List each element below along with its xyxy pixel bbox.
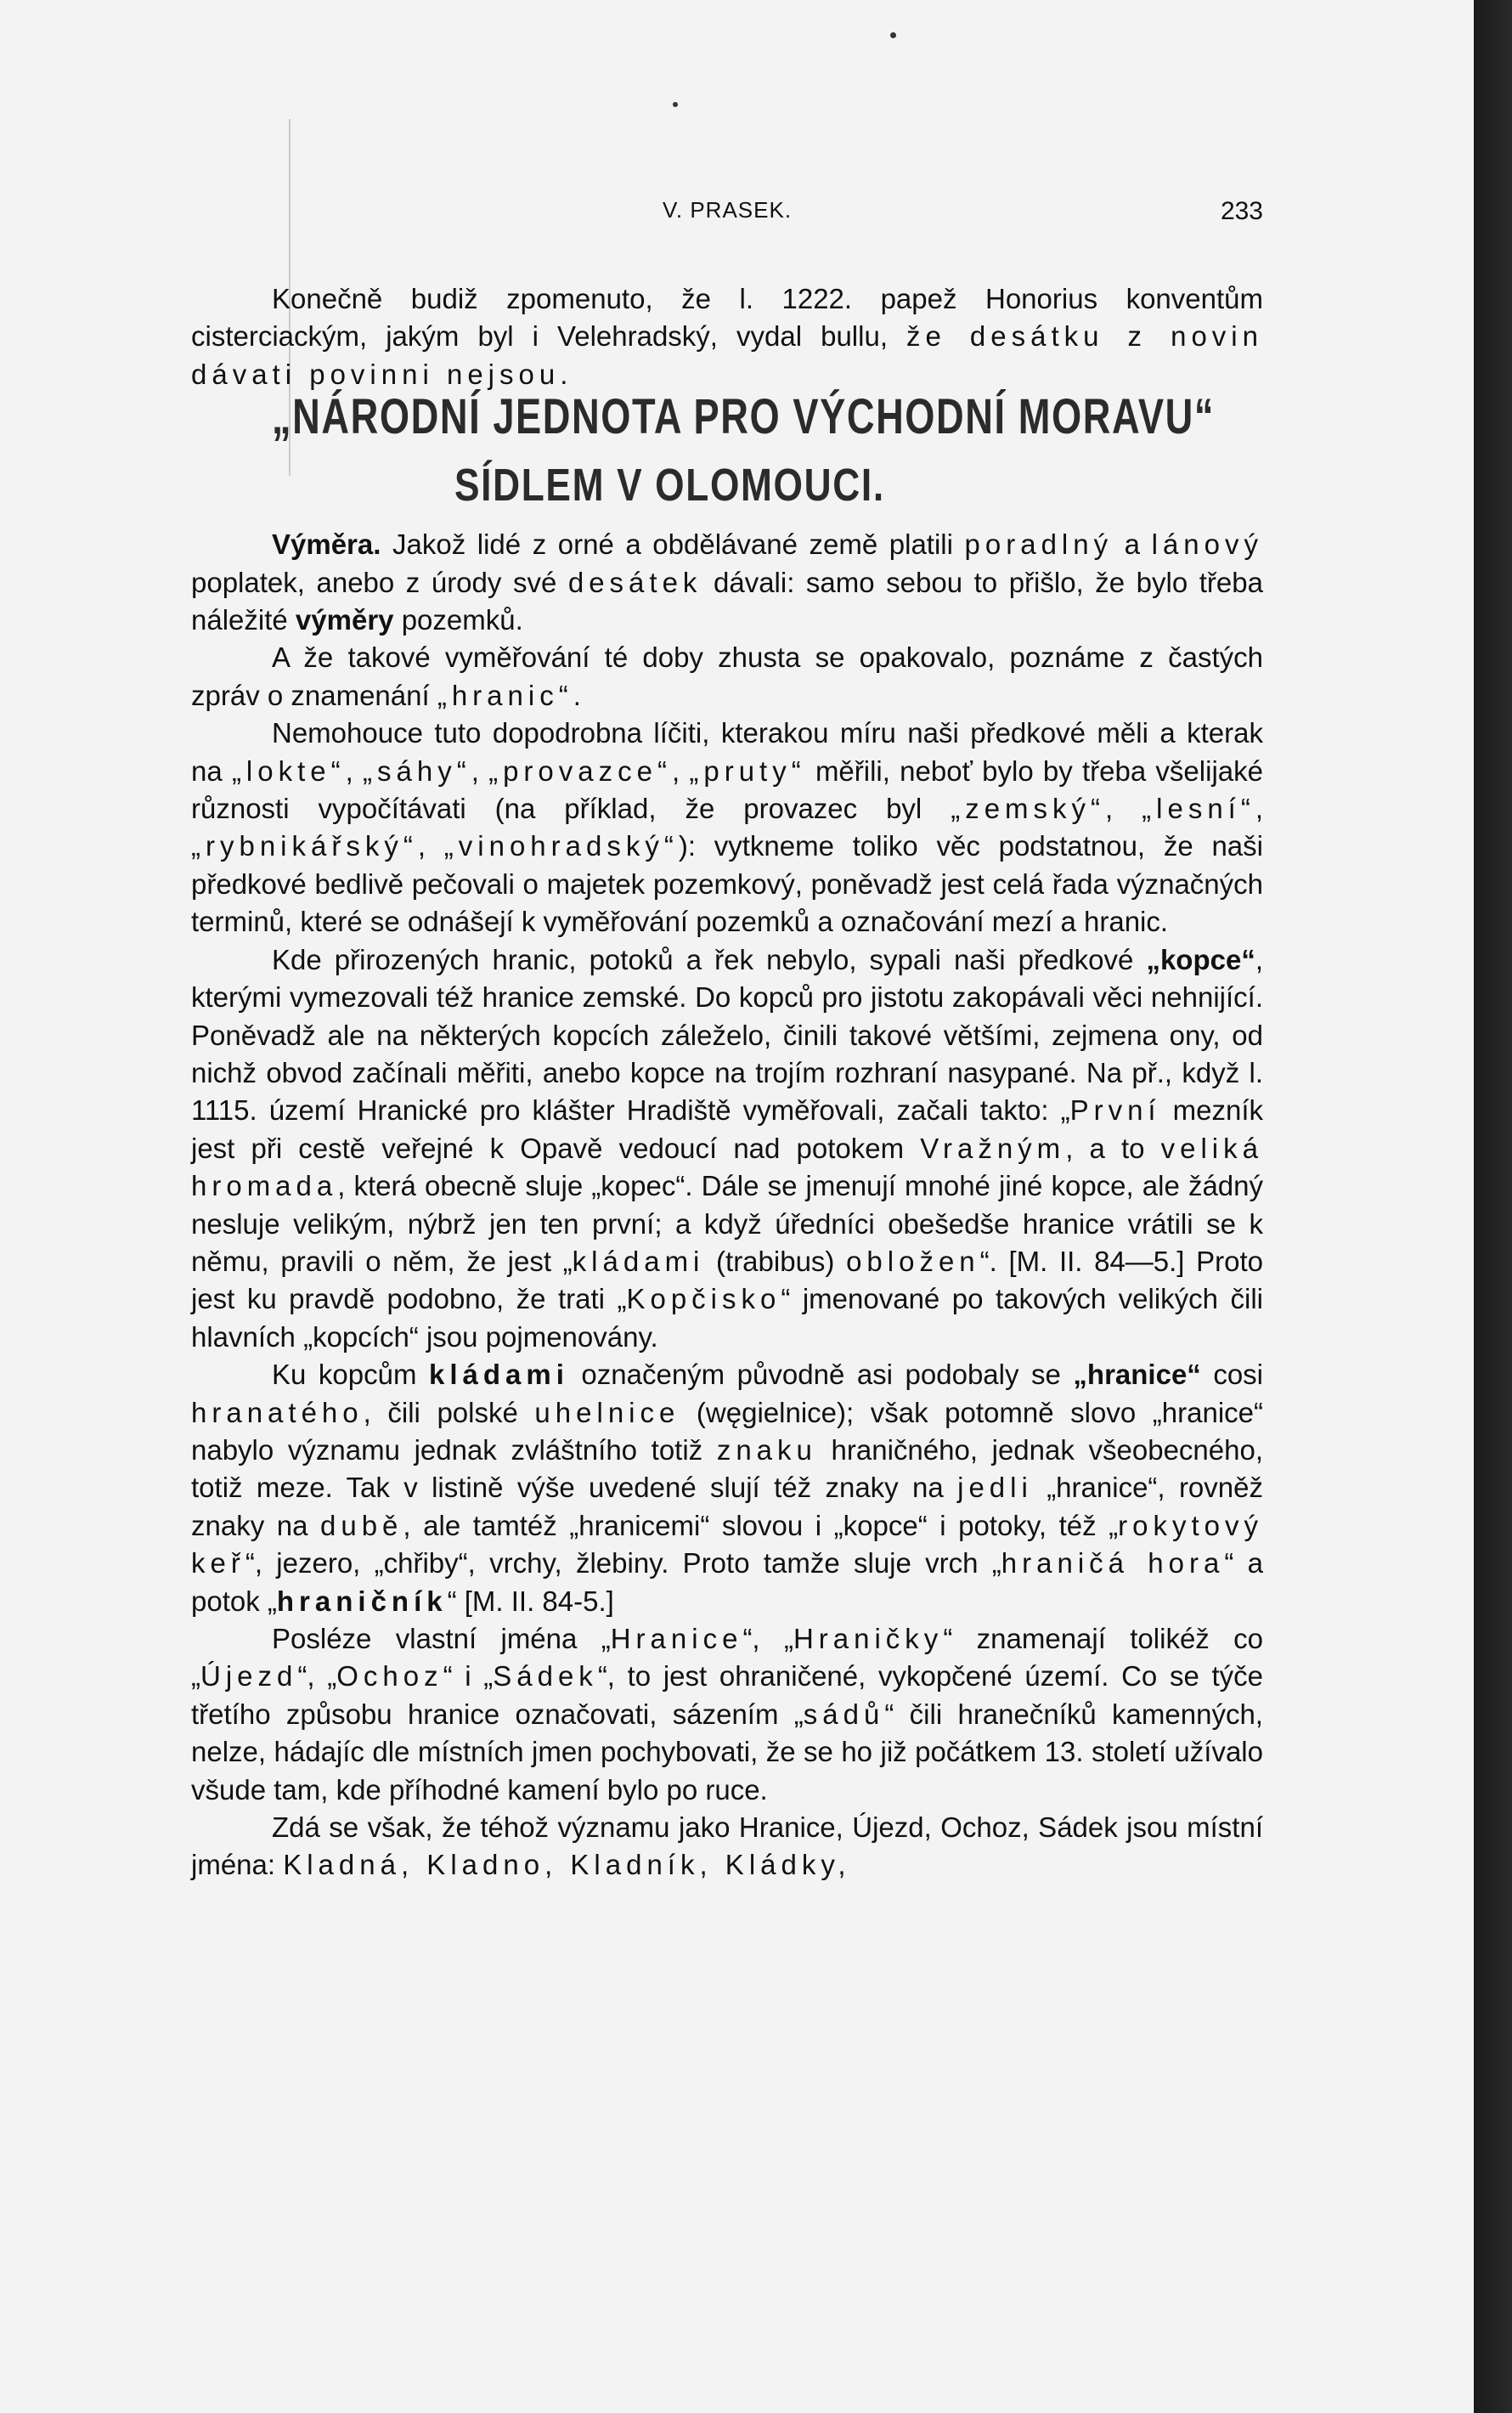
spaced-text: znaku (716, 1433, 817, 1466)
spaced-text: dubě (320, 1509, 403, 1541)
text-run: “, „ (297, 1660, 337, 1692)
text-run: , (671, 754, 690, 787)
spaced-text: „lokte“ (231, 754, 346, 787)
spaced-text: „provazce“ (488, 754, 672, 787)
spaced-text: Hranice (610, 1623, 743, 1654)
spaced-text: kládami (572, 1245, 705, 1277)
spaced-text: Ochoz (336, 1660, 443, 1692)
text-run: “ a potok „ (191, 1547, 1263, 1617)
text-run: . (573, 679, 581, 711)
text-run: ): vytkneme toliko věc podstatnou, že naši předkové bedlivě pečovali o majetek pozemkový, poněvadž jest celá řada význačných terminů, které se odnášejí k vyměřování pozemků a označování mezí a hranic. (191, 830, 1263, 938)
spaced-text: „rybnikářský“ (191, 830, 418, 862)
text-run: “, „ (742, 1623, 793, 1654)
spaced-text: uhelnice (534, 1396, 680, 1428)
text-run: označeným původně asi podobaly se (568, 1359, 1074, 1391)
spaced-text: lánový (1151, 528, 1263, 561)
paragraph-1 (191, 280, 1263, 393)
text-run: A že takové vyměřování té doby zhusta se opakovalo, poznáme z častých zpráv o znamenání (191, 641, 1263, 711)
text-run: “ jmenované po takových velikých čili hlavních „kopcích“ jsou pojmenovány. (191, 1283, 1263, 1353)
spaced-text: že desátku z novin dávati povinni nejsou. (191, 320, 1263, 390)
text-run: , kterými vymezovali též hranice zemské. Do kopců pro jistotu zakopávali věci nehnijící. Poněvadž ale na některých kopcích záleželo, činili takové většími, zejmena ony, od nichž obvod začínali měřiti, anebo kopce na trojím rozhraní nasypané. Na př., když l. 1115. území Hranické pro klášter Hradiště vyměřovali, začali takto: „ (191, 943, 1263, 1127)
text-run: , (1255, 793, 1263, 825)
text-run: poplatek, anebo z úrody své (191, 566, 568, 598)
running-head: V. PRASEK. (662, 197, 793, 223)
scan-speck (890, 32, 896, 38)
spaced-text: sádů (803, 1698, 885, 1730)
text-run: , (417, 830, 444, 862)
text-run: “ čili hranečníků kamenných, nelze, hádajíc dle místních jmen pochybovati, že se ho již počátkem 13. století užívalo všude tam, kde příhodné kamení bylo po ruce. (191, 1698, 1263, 1806)
spaced-text: desátek (567, 566, 702, 598)
text-run: Kde přirozených hranic, potoků a řek nebylo, sypali naši předkové (272, 943, 1147, 975)
spaced-text: Sádek (493, 1660, 598, 1692)
stamp-line-2: SÍDLEM V OLOMOUCI. (454, 460, 885, 511)
text-run: „hranice“, rovněž znaky na (191, 1472, 1263, 1541)
paragraph-2 (191, 526, 1263, 639)
text-run: pozemků. (393, 604, 523, 636)
spaced-text: „pruty“ (689, 754, 806, 787)
text-run: Zdá se však, že téhož významu jako Hranice, Újezd, Ochoz, Sádek jsou místní jména: (191, 1811, 1263, 1881)
bold-text: „hranice“ (1073, 1359, 1201, 1391)
text-run: “, to jest ohraničené, vykopčené území. Co se týče třetího způsobu hranice označovati, sázením „ (191, 1660, 1263, 1730)
text-run: Posléze vlastní jména „ (272, 1623, 611, 1654)
spaced-text: obložen (846, 1245, 980, 1277)
text-run: , ale tamtéž „hranicemi“ slovou i „kopce“ i potoky, též „ (403, 1509, 1119, 1541)
spaced-text: Kladná, Kladno, Kladník, Kládky, (283, 1849, 851, 1881)
spaced-text: hranatého (191, 1396, 364, 1428)
paragraph-5 (191, 941, 1263, 1356)
spaced-text: Kopčisko (626, 1283, 781, 1315)
paragraph-7 (191, 1620, 1263, 1809)
text-run: hraničného, jednak všeobecného, totiž meze. Tak v listině výše uvedené slují též znaky na (191, 1433, 1263, 1504)
text-run: , (1105, 793, 1142, 825)
text-run: “. [M. II. 84—5.] Proto jest ku pravdě podobno, že trati „ (191, 1245, 1263, 1315)
page-header (191, 197, 1263, 231)
text-run: mezník jest při cestě veřejné k Opavě vedoucí nad potokem (191, 1094, 1263, 1164)
spaced-text: poradlný (964, 528, 1114, 561)
spaced-text: jedli (957, 1472, 1033, 1504)
spaced-text: hraničník (276, 1585, 448, 1617)
text-run: (węgielnice); však potomně slovo „hranice“ nabylo významu jednak zvláštního totiž (191, 1396, 1263, 1466)
text-run: “ znamenají tolikéž co „ (191, 1623, 1264, 1692)
text-run: “ [M. II. 84-5.] (447, 1585, 614, 1617)
text-run: Ku kopcům (272, 1359, 429, 1391)
text-run: , (345, 754, 364, 787)
bold-text: výměry (295, 604, 394, 636)
paragraph-3 (191, 639, 1263, 715)
bold-text: „kopce“ (1146, 943, 1255, 975)
scan-speck (673, 102, 678, 107)
text-run: cosi (1200, 1359, 1264, 1391)
text-run: Nemohouce tuto dopodrobna líčiti, kterakou míru naši předkové měli a kterak na (191, 717, 1263, 787)
spaced-text: „hranic“ (437, 679, 573, 711)
spaced-text: Újezd (200, 1660, 298, 1692)
spaced-text: „vinohradský“ (443, 830, 679, 862)
paragraph-4 (191, 715, 1263, 941)
paragraph-8 (191, 1809, 1263, 1885)
text-run: “ i „ (443, 1660, 494, 1692)
spaced-text: veliká hromada (191, 1132, 1263, 1202)
text-run: (trabibus) (704, 1245, 847, 1277)
spaced-text: Vražným (920, 1132, 1066, 1164)
body-text (191, 280, 1263, 1885)
spaced-text: Hraničky (793, 1623, 944, 1654)
section-heading: Výměra. (272, 528, 381, 561)
paragraph-6 (191, 1356, 1263, 1620)
spaced-text: „lesní“ (1142, 793, 1255, 825)
spaced-text: „sáhy“ (363, 754, 471, 787)
text-run: dávali: samo sebou to přišlo, že bylo třeba náležité (191, 566, 1263, 636)
text-run: měřili, neboť bylo by třeba všelijaké různosti vypočítávati (na příklad, že provazec byl (191, 754, 1263, 825)
text-run: , čili polské (363, 1396, 535, 1428)
spaced-text: rokytový keř (191, 1509, 1263, 1579)
page-number: 233 (1220, 197, 1263, 225)
spaced-text: kládami (428, 1359, 569, 1391)
text-run: , a to (1065, 1132, 1161, 1164)
spaced-text: hraničá hora (1001, 1547, 1225, 1579)
scan-edge (1474, 0, 1512, 2413)
spaced-text: První (1069, 1094, 1161, 1127)
text-run: a (1113, 528, 1152, 561)
text-run: Jakož lidé z orné a obdělávané země platili (381, 528, 965, 561)
spaced-text: „zemský“ (951, 793, 1106, 825)
text-run: Konečně budiž zpomenuto, že l. 1222. papež Honorius konventům cisterciackým, jakým byl i Velehradský, vydal bullu, (191, 283, 1263, 353)
text-run: “, jezero, „chřiby“, vrchy, žlebiny. Proto tamže sluje vrch „ (245, 1547, 1001, 1579)
stamp-line-1: „NÁRODNÍ JEDNOTA PRO VÝCHODNÍ MORAVU“ (272, 389, 1216, 445)
text-run: , (471, 754, 489, 787)
text-run: , která obecně sluje „kopec“. Dále se jmenují mnohé jiné kopce, ale žádný nesluje velikým, nýbrž jen ten první; a když úředníci obešedše hranice vrátili se k němu, pravili o něm, že jest „ (191, 1170, 1263, 1277)
library-stamp (191, 389, 1263, 524)
